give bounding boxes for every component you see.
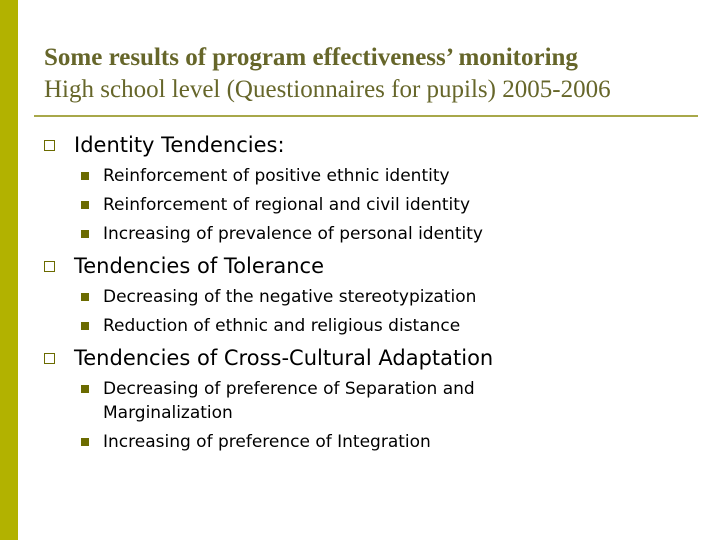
hollow-square-bullet-icon xyxy=(44,261,55,272)
section-tolerance xyxy=(44,251,694,338)
square-bullet-icon xyxy=(81,201,89,209)
sub-list xyxy=(44,285,694,338)
square-bullet-icon xyxy=(81,322,89,330)
title-divider xyxy=(34,115,698,117)
square-bullet-icon xyxy=(81,172,89,180)
title-line-1: Some results of program effectiveness’ monitoring xyxy=(44,44,578,71)
list-item xyxy=(81,164,694,188)
hollow-square-bullet-icon xyxy=(44,353,55,364)
list-item-text: Decreasing of the negative stereotypization xyxy=(103,287,477,307)
list-item xyxy=(81,314,694,338)
list-item xyxy=(81,193,694,217)
square-bullet-icon xyxy=(81,385,89,393)
square-bullet-icon xyxy=(81,293,89,301)
section-label: Identity Tendencies: xyxy=(74,133,285,157)
list-item-text: Reinforcement of positive ethnic identity xyxy=(103,166,450,186)
list-item xyxy=(81,430,694,454)
list-item-text: Increasing of preference of Integration xyxy=(103,432,431,452)
list-item-text: Increasing of prevalence of personal identity xyxy=(103,224,483,244)
list-item-text: Reinforcement of regional and civil identity xyxy=(103,195,471,215)
section-label: Tendencies of Tolerance xyxy=(74,254,325,278)
section-heading xyxy=(44,251,694,281)
slide-title xyxy=(44,42,704,106)
sub-list xyxy=(44,164,694,246)
title-line-2: High school level (Questionnaires for pupils) 2005-2006 xyxy=(44,76,611,103)
list-item-text: Reduction of ethnic and religious distance xyxy=(103,316,461,336)
section-heading xyxy=(44,343,694,373)
square-bullet-icon xyxy=(81,438,89,446)
list-item xyxy=(81,377,694,425)
sub-list xyxy=(44,377,694,454)
list-item xyxy=(81,285,694,309)
hollow-square-bullet-icon xyxy=(44,140,55,151)
list-item xyxy=(81,222,694,246)
list-item-text: Decreasing of preference of Separation and Marginalization xyxy=(103,379,475,423)
left-accent-bar xyxy=(0,0,18,540)
section-adaptation xyxy=(44,343,694,454)
square-bullet-icon xyxy=(81,230,89,238)
section-label: Tendencies of Cross-Cultural Adaptation xyxy=(74,346,494,370)
section-identity xyxy=(44,130,694,246)
bullet-content xyxy=(44,130,694,459)
section-heading xyxy=(44,130,694,160)
